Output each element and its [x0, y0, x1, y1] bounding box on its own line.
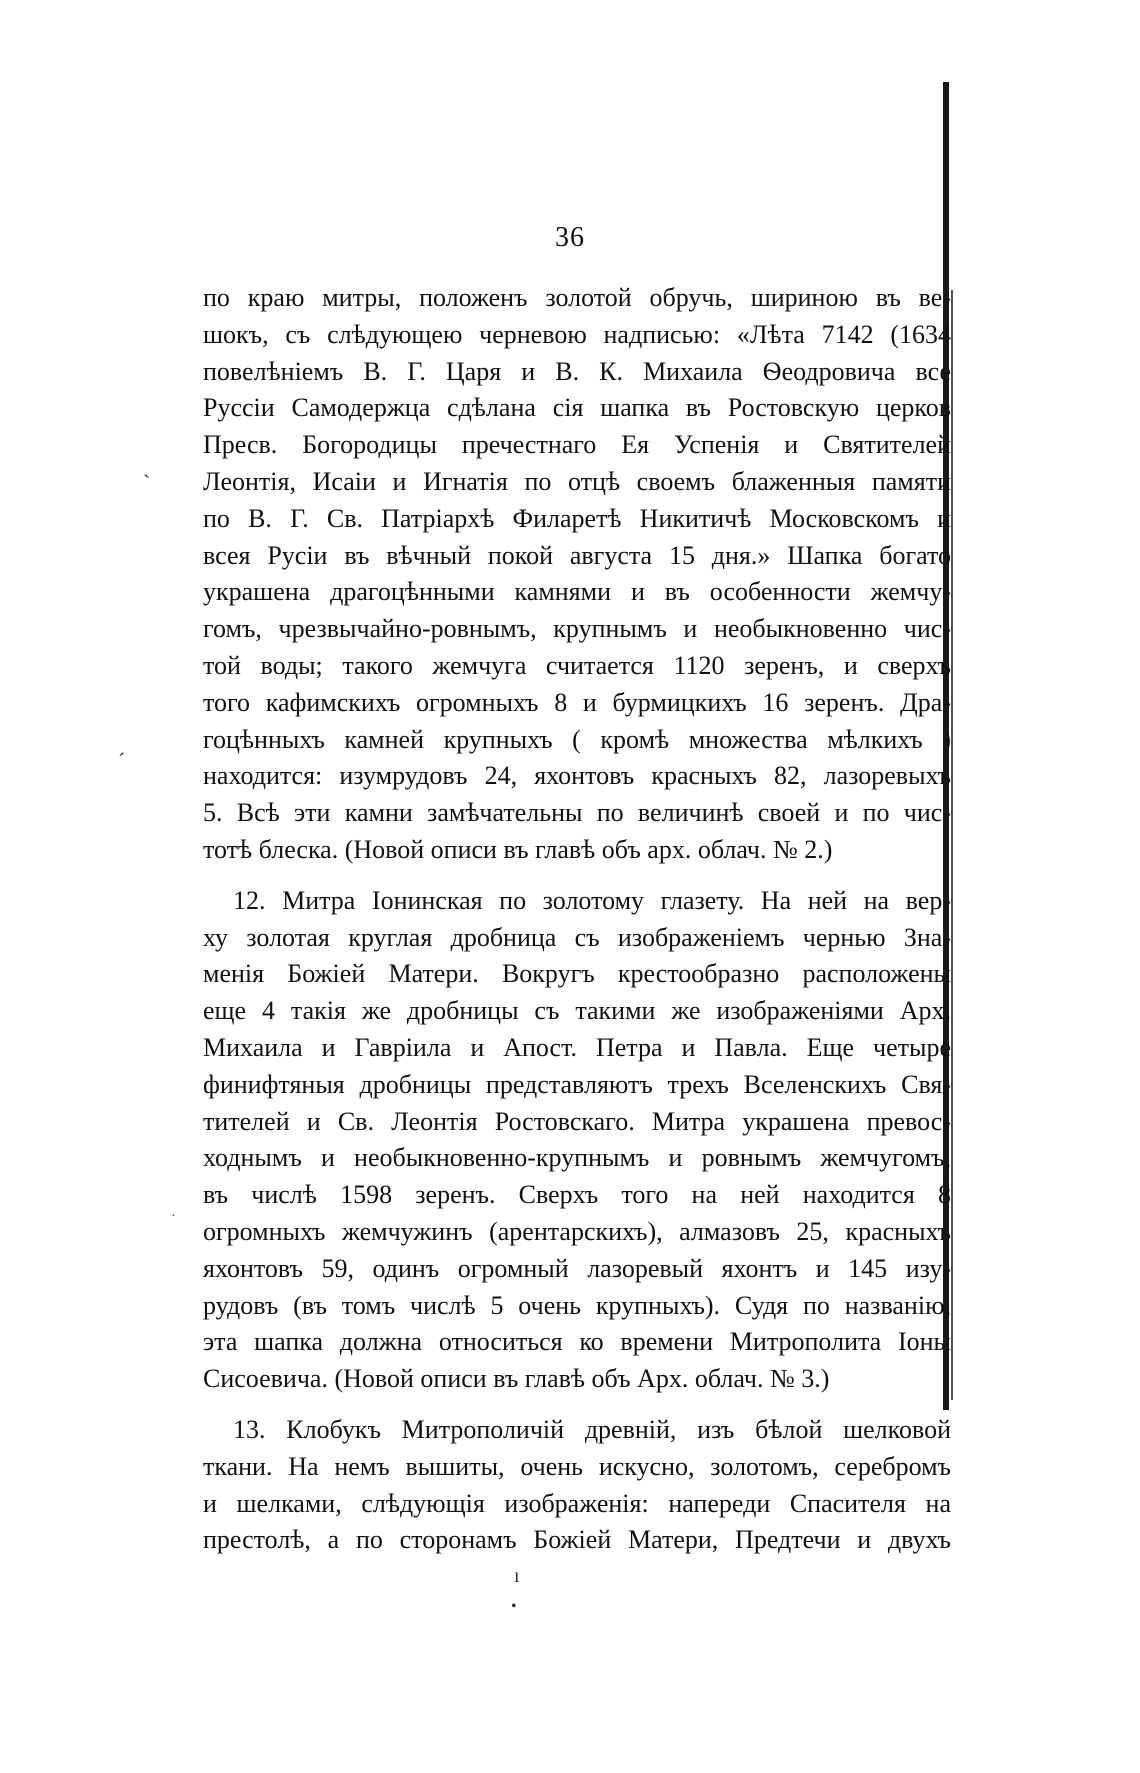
text-line: ткани. На немъ вышиты, очень искусно, золотомъ, серебромъ [203, 1451, 951, 1481]
page-number: 36 [555, 222, 585, 253]
margin-mark: · [171, 1209, 176, 1224]
text-line: Леонтія, Исаіи и Игнатія по отцѣ своемъ блаженныя памяти [203, 466, 951, 496]
margin-mark: ˋ [143, 470, 151, 495]
text-line: въ числѣ 1598 зеренъ. Сверхъ того на ней находится 8 [203, 1180, 951, 1210]
text-line: и шелками, слѣдующія изображенія: напереди Спасителя на [203, 1488, 951, 1518]
text-line: того кафимскихъ огромныхъ 8 и бурмицкихъ 16 зеренъ. Дра- [203, 687, 951, 717]
text-line: тителей и Св. Леонтія Ростовскаго. Митра украшена превос- [203, 1106, 951, 1136]
text-line: украшена драгоцѣнными камнями и въ особенности жемчу- [203, 577, 951, 607]
text-line: огромныхъ жемчужинъ (арентарскихъ), алмазовъ 25, красныхъ [203, 1216, 951, 1246]
text-line: по В. Г. Св. Патріархѣ Филаретѣ Никитичѣ Московскомъ и [203, 503, 951, 533]
text-line: рудовъ (въ томъ числѣ 5 очень крупныхъ). Судя по названію, [203, 1290, 951, 1320]
text-line: гомъ, чрезвычайно-ровнымъ, крупнымъ и необыкновенно чис- [203, 614, 951, 644]
text-line: гоцѣнныхъ камней крупныхъ ( кромѣ множества мѣлкихъ ) [203, 724, 951, 754]
text-line: престолѣ, а по сторонамъ Божіей Матери, Предтечи и двухъ [203, 1525, 951, 1555]
text-line: Руссіи Самодержца сдѣлана сія шапка въ Ростовскую церков [203, 393, 951, 423]
text-line: 13. Клобукъ Митрополичій древній, изъ бѣлой шелковой [233, 1414, 951, 1444]
paragraph-gap [203, 869, 951, 883]
text-line: эта шапка должна относиться ко времени Митрополита Іоны [203, 1327, 951, 1357]
margin-mark: • [511, 1598, 517, 1615]
text-line: ху золотая круглая дробница съ изображеніемъ чернью Зна- [203, 922, 951, 952]
text-line: той воды; такого жемчуга считается 1120 зеренъ, и сверхъ [203, 650, 951, 680]
text-line: ходнымъ и необыкновенно-крупнымъ и ровнымъ жемчугомъ, [203, 1143, 951, 1173]
text-line: 5. Всѣ эти камни замѣчательны по величинѣ своей и по чис- [203, 798, 951, 828]
margin-mark: ˊ [118, 748, 126, 773]
text-line: тотѣ блеска. (Новой описи въ главѣ объ арх. облач. № 2.) [203, 834, 833, 864]
binding-edge-shadow [951, 290, 953, 1400]
text-line: шокъ, съ слѣдующею черневою надписью: «Лѣта 7142 (1634 [203, 319, 951, 349]
text-line: финифтяныя дробницы представляютъ трехъ Вселенскихъ Свя- [203, 1069, 951, 1099]
text-line: менія Божіей Матери. Вокругъ крестообразно расположены [203, 959, 951, 989]
text-line: по краю митры, положенъ золотой обручь, шириною въ ве- [203, 283, 951, 312]
text-line: повелѣніемъ В. Г. Царя и В. К. Михаила Ѳеодровича все [203, 356, 951, 386]
text-line: яхонтовъ 59, одинъ огромный лазоревый яхонтъ и 145 изу- [203, 1253, 951, 1283]
text-line: Пресв. Богородицы пречестнаго Ея Успенія и Святителей [203, 430, 951, 460]
margin-mark: ı [514, 1565, 520, 1587]
paragraph-gap [203, 1398, 951, 1412]
text-line: находится: изумрудовъ 24, яхонтовъ красныхъ 82, лазоревыхъ [203, 761, 951, 791]
text-line: 12. Митра Іонинская по золотому глазету. На ней на вер- [233, 885, 951, 915]
text-line: всея Русіи въ вѣчный покой августа 15 дня.» Шапка богато [203, 540, 951, 570]
text-line: Сисоевича. (Новой описи въ главѣ объ Арх. облач. № 3.) [203, 1364, 830, 1394]
text-line: Михаила и Гавріила и Апост. Петра и Павла. Еще четыре [203, 1032, 951, 1062]
body-text [203, 280, 951, 1559]
text-line: еще 4 такія же дробницы съ такими же изображеніями Арх. [203, 996, 951, 1026]
